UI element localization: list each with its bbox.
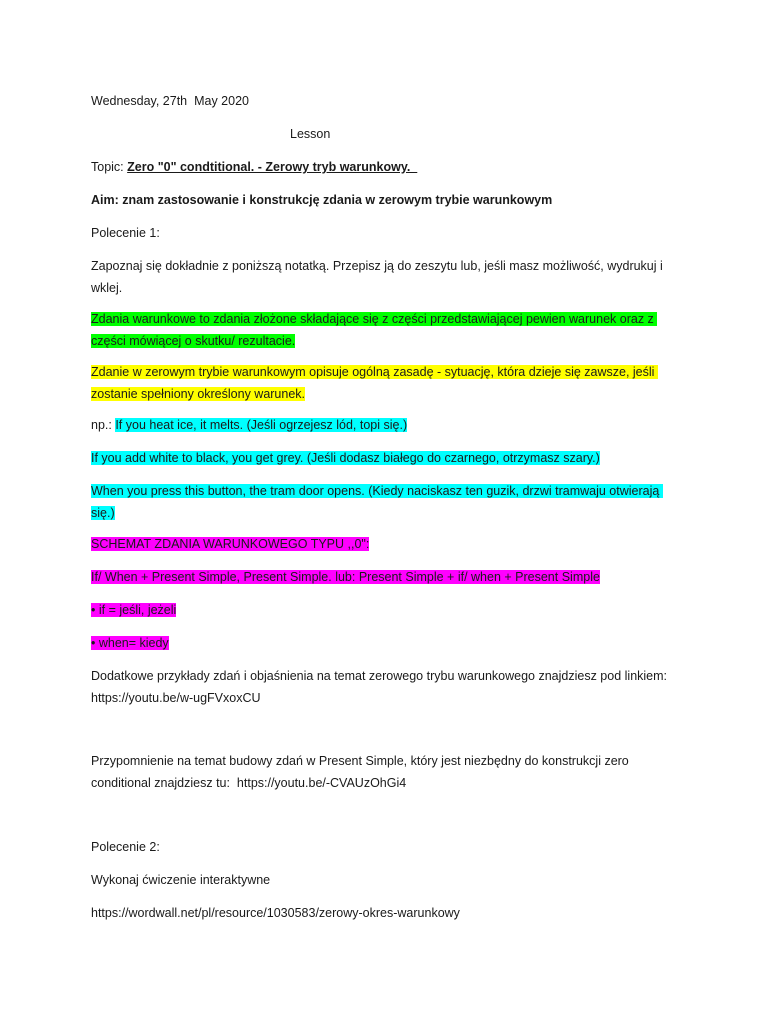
topic-line	[91, 157, 681, 179]
date-text: Wednesday, 27th May 2020	[91, 94, 249, 108]
schema-highlight: If/ When + Present Simple, Present Simple. lub: Present Simple + if/ when + Present Simple	[91, 570, 600, 584]
task2-instruction-text: Wykonaj ćwiczenie interaktywne	[91, 873, 271, 887]
schema-heading	[91, 534, 681, 556]
definition-highlight: Zdania warunkowe to zdania złożone składające się z części przedstawiającej pewien warunek oraz z części mówiącej o skutku/ rezultacie.	[91, 312, 658, 348]
bullet-if-highlight: • if = jeśli, jeżeli	[91, 603, 177, 617]
task1-instruction-text: Zapoznaj się dokładnie z poniższą notatką. Przepisz ją do zeszytu lub, jeśli masz możliwość, wydrukuj i wklej.	[91, 259, 667, 295]
task1-heading	[91, 223, 681, 245]
zero-description-paragraph	[91, 362, 681, 405]
bullet-when	[91, 633, 681, 655]
extra-examples-text: Dodatkowe przykłady zdań i objaśnienia na temat zerowego trybu warunkowego znajdziesz pod linkiem: https://youtu.be/w-ugFVxoxCU	[91, 669, 671, 705]
example1-line	[91, 415, 681, 437]
topic-title: Zero "0" condtitional. - Zerowy tryb warunkowy.	[127, 160, 418, 174]
date-line	[91, 91, 681, 113]
extra-examples-paragraph	[91, 666, 681, 709]
task1-heading-text: Polecenie 1:	[91, 226, 160, 240]
bullet-if	[91, 600, 681, 622]
schema-heading-highlight: SCHEMAT ZDANIA WARUNKOWEGO TYPU ,,0":	[91, 537, 370, 551]
aim-line	[91, 190, 681, 212]
task2-link-line	[91, 903, 681, 925]
task2-instruction	[91, 870, 681, 892]
aim-text: Aim: znam zastosowanie i konstrukcję zdania w zerowym trybie warunkowym	[91, 193, 553, 207]
task1-instruction	[91, 256, 681, 299]
zero-description-highlight: Zdanie w zerowym trybie warunkowym opisuje ogólną zasadę - sytuację, która dzieje się zawsze, jeśli zostanie spełniony określony warunek.	[91, 365, 658, 401]
task2-link[interactable]: https://wordwall.net/pl/resource/1030583/zerowy-okres-warunkowy	[91, 906, 460, 920]
lesson-text: Lesson	[290, 127, 331, 141]
definition-paragraph	[91, 309, 681, 352]
example3-line	[91, 481, 681, 524]
bullet-when-highlight: • when= kiedy	[91, 636, 169, 650]
schema-line	[91, 567, 681, 589]
task2-heading	[91, 837, 681, 859]
topic-prefix: Topic:	[91, 160, 128, 174]
example-prefix: np.:	[91, 418, 116, 432]
example2-line	[91, 448, 681, 470]
reminder-paragraph	[91, 751, 681, 794]
example1-highlight: If you heat ice, it melts. (Jeśli ogrzejesz lód, topi się.)	[115, 418, 408, 432]
lesson-heading	[290, 124, 490, 146]
example2-highlight: If you add white to black, you get grey. (Jeśli dodasz białego do czarnego, otrzymasz szary.)	[91, 451, 600, 465]
example3-highlight: When you press this button, the tram door opens. (Kiedy naciskasz ten guzik, drzwi tramwaju otwierają się.)	[91, 484, 663, 520]
reminder-text: Przypomnienie na temat budowy zdań w Present Simple, który jest niezbędny do konstrukcji zero conditional znajdziesz tu: https://youtu.be/-CVAUzOhGi4	[91, 754, 633, 790]
task2-heading-text: Polecenie 2:	[91, 840, 160, 854]
